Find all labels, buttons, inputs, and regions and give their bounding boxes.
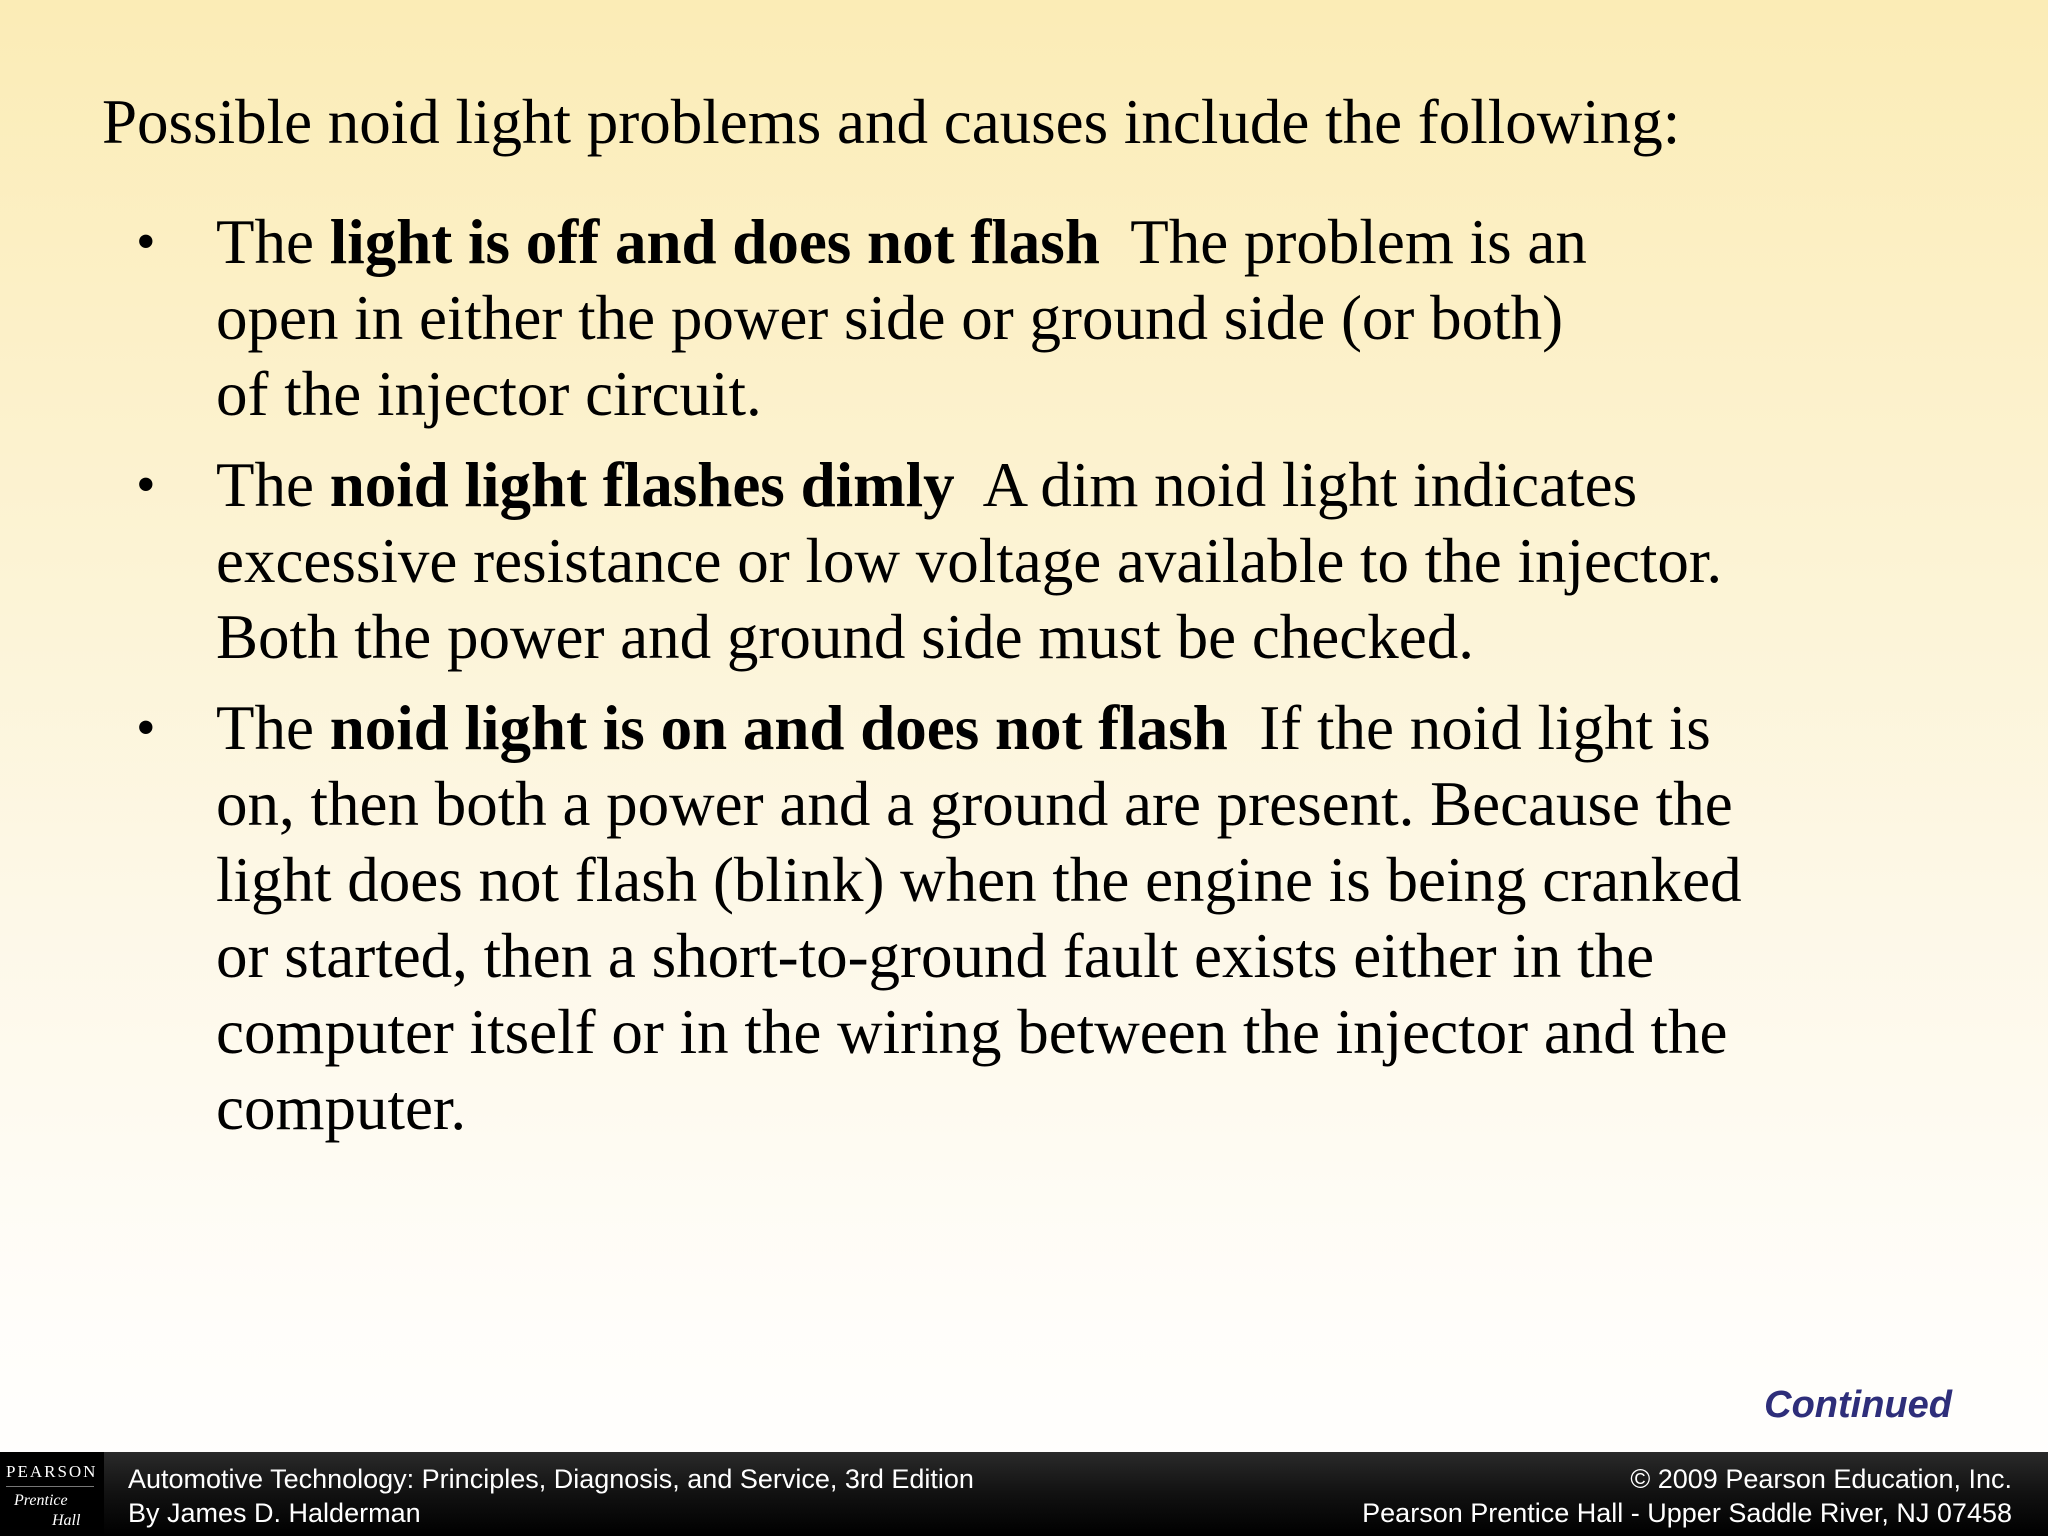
bullet-line: of the injector circuit. [216,359,762,429]
bullet-bold-phrase: light is off and does not flash [329,207,1100,277]
slide-intro: Possible noid light problems and causes include the following: [102,87,1681,157]
footer-publisher-info [1362,1462,2012,1530]
logo-text-bottom: Hall [52,1512,81,1529]
footer-book-info [128,1462,974,1530]
bullet-line: Both the power and ground side must be checked. [216,602,1474,672]
bullet-line [216,690,1936,766]
book-author: By James D. Halderman [128,1498,421,1528]
bullet-item [136,447,1936,675]
book-title: Automotive Technology: Principles, Diagnosis, and Service, 3rd Edition [128,1464,974,1494]
logo-text-mid: Prentice [14,1492,68,1509]
bullet-icon: • [136,211,156,273]
bullet-line: computer itself or in the wiring between the injector and the [216,997,1728,1067]
logo-text-top: PEARSON [6,1462,98,1481]
bullet-lead: The [216,207,330,277]
copyright-notice: © 2009 Pearson Education, Inc. [1630,1464,2012,1494]
bullet-line-rest: If the noid light is [1227,693,1711,763]
bullet-line [216,447,1936,523]
bullet-line: light does not flash (blink) when the engine is being cranked [216,845,1742,915]
bullet-line-rest: A dim noid light indicates [954,450,1638,520]
bullet-bold-phrase: noid light is on and does not flash [329,693,1228,763]
bullet-icon: • [136,454,156,516]
bullet-icon: • [136,697,156,759]
bullet-bold-phrase: noid light flashes dimly [329,450,955,520]
bullet-line-rest: The problem is an [1099,207,1587,277]
bullet-text [216,204,1936,432]
bullet-line [216,204,1936,280]
bullet-lead: The [216,450,330,520]
bullet-lead: The [216,693,330,763]
logo-divider [6,1486,94,1487]
slide-footer [0,1452,2048,1536]
bullet-line: excessive resistance or low voltage available to the injector. [216,526,1723,596]
bullet-item [136,690,1936,1146]
bullet-line: open in either the power side or ground side (or both) [216,283,1564,353]
bullet-line: or started, then a short-to-ground fault exists either in the [216,921,1655,991]
publisher-address: Pearson Prentice Hall - Upper Saddle River, NJ 07458 [1362,1498,2012,1528]
continued-label: Continued [1764,1384,1952,1426]
bullet-list [136,204,1936,1161]
bullet-text [216,447,1936,675]
bullet-line: computer. [216,1073,467,1143]
bullet-item [136,204,1936,432]
bullet-line: on, then both a power and a ground are present. Because the [216,769,1733,839]
bullet-text [216,690,1936,1146]
pearson-prentice-hall-logo [0,1452,104,1536]
